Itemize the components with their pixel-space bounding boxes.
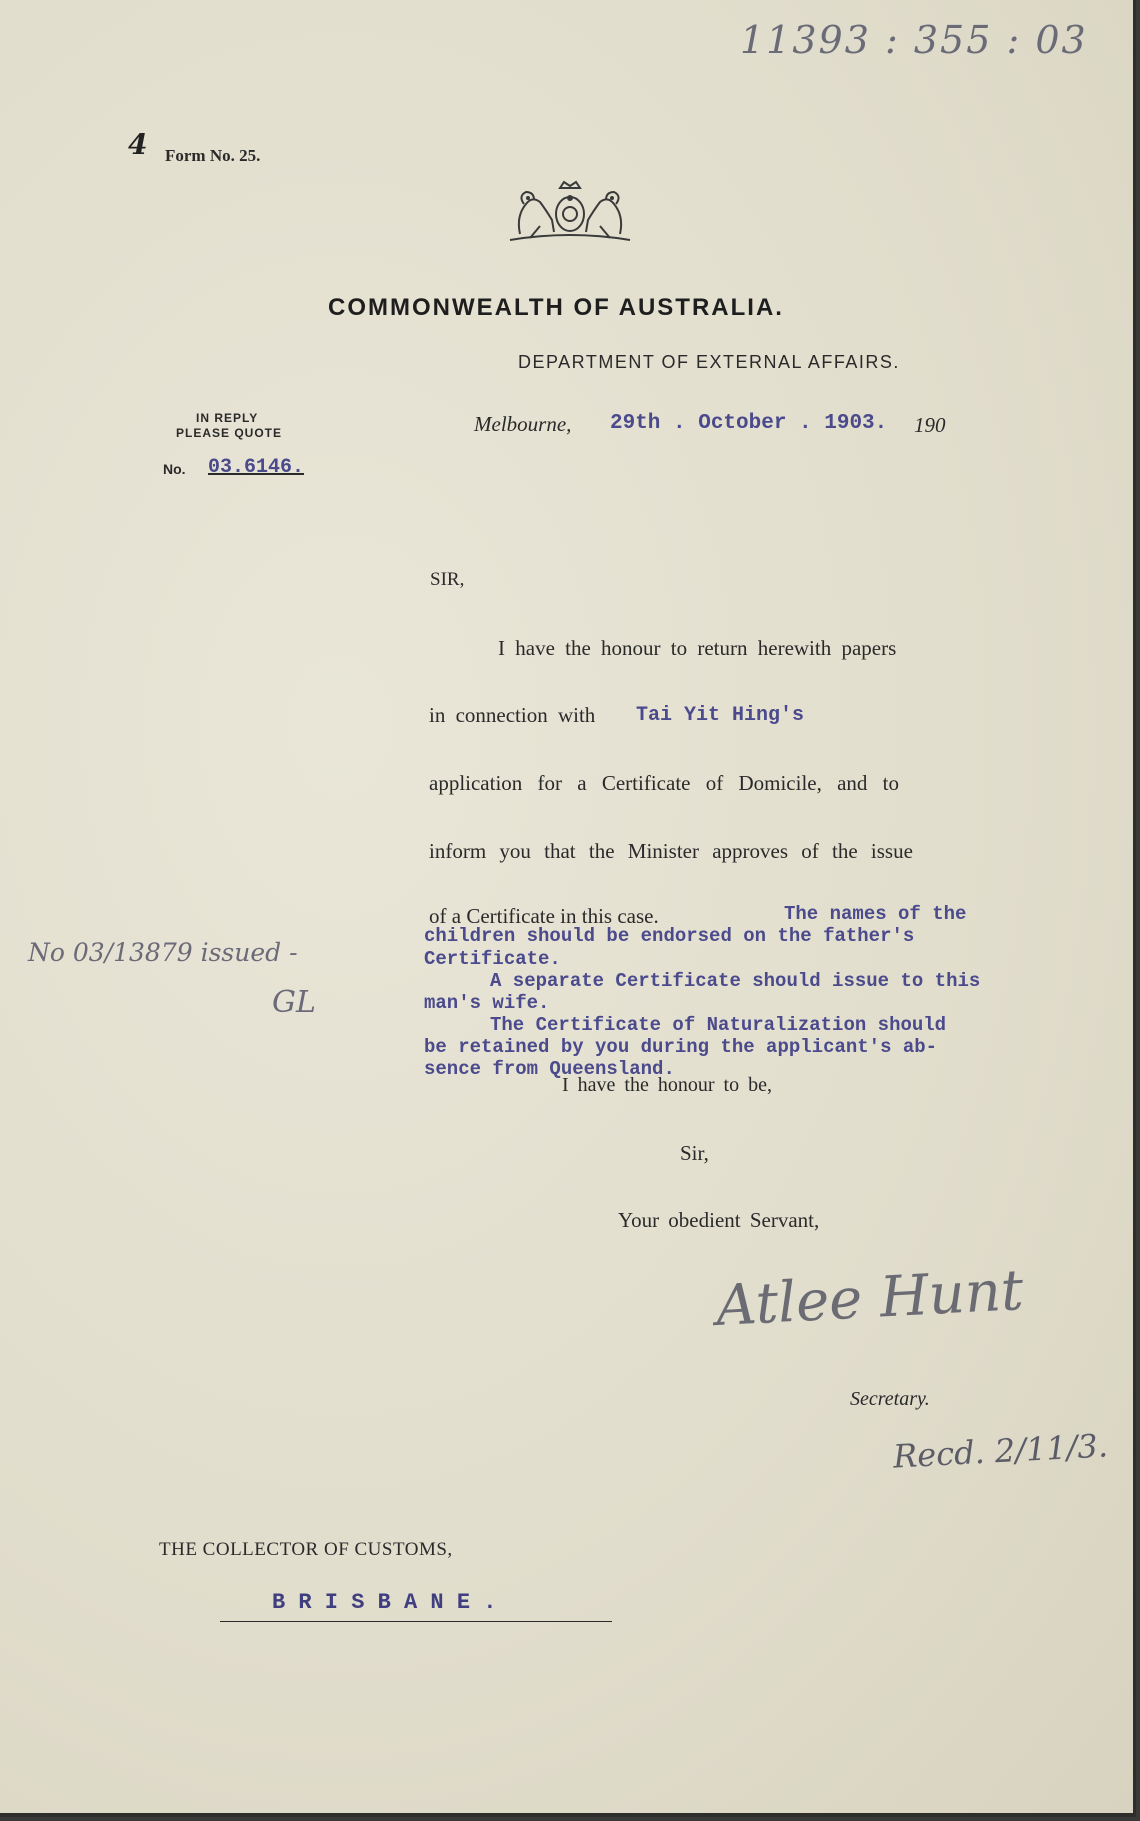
typed-line-3: Certificate. bbox=[424, 948, 561, 970]
form-mark: 4 bbox=[128, 128, 148, 161]
addressee-city: B R I S B A N E . bbox=[272, 1590, 497, 1615]
typed-line-5: man's wife. bbox=[424, 992, 550, 1014]
typed-line-8: sence from Queensland. bbox=[424, 1058, 675, 1080]
reply-label-line2: PLEASE QUOTE bbox=[176, 426, 283, 440]
sir-closing: Sir, bbox=[680, 1141, 709, 1165]
form-number: Form No. 25. bbox=[165, 146, 261, 165]
body-line-4: inform you that the Minister approves of the issue bbox=[429, 839, 913, 863]
obedient-servant: Your obedient Servant, bbox=[618, 1208, 820, 1232]
coat-of-arms-emblem bbox=[500, 174, 640, 244]
date-printed-year: 190 bbox=[914, 413, 946, 437]
secretary-title: Secretary. bbox=[850, 1388, 930, 1410]
reply-label-line1: IN REPLY bbox=[196, 411, 259, 425]
closing-line: I have the honour to be, bbox=[562, 1074, 772, 1096]
reply-no-label: No. bbox=[163, 461, 186, 477]
margin-note: No 03/13879 issued - bbox=[28, 938, 298, 967]
handwritten-reference: 11393 : 355 : 03 bbox=[740, 18, 1088, 62]
applicant-name: Tai Yit Hing's bbox=[636, 704, 805, 727]
typed-line-4: A separate Certificate should issue to this bbox=[490, 970, 981, 992]
body-line-2-prefix: in connection with bbox=[429, 703, 596, 727]
body-line-5: of a Certificate in this case. bbox=[429, 904, 659, 928]
body-line-3: application for a Certificate of Domicile, and to bbox=[429, 771, 900, 795]
signature: Atlee Hunt bbox=[714, 1257, 1025, 1340]
commonwealth-heading: COMMONWEALTH OF AUSTRALIA. bbox=[328, 294, 784, 321]
reply-number: 03.6146. bbox=[208, 456, 305, 479]
addressee-underline bbox=[220, 1621, 612, 1622]
typed-line-1: The names of the bbox=[784, 903, 967, 925]
typed-line-6: The Certificate of Naturalization should bbox=[490, 1014, 947, 1036]
salutation: SIR, bbox=[430, 569, 465, 590]
received-note: Recd. 2/11/3. bbox=[892, 1426, 1109, 1476]
body-line-1: I have the honour to return herewith papers bbox=[498, 636, 897, 660]
typed-line-7: be retained by you during the applicant's ab- bbox=[424, 1036, 938, 1058]
addressee: THE COLLECTOR OF CUSTOMS, bbox=[159, 1539, 453, 1560]
department-heading: DEPARTMENT OF EXTERNAL AFFAIRS. bbox=[518, 352, 900, 372]
typed-line-2: children should be endorsed on the father's bbox=[424, 925, 915, 947]
date-place: Melbourne, bbox=[474, 412, 572, 436]
date-typed: 29th . October . 1903. bbox=[610, 412, 888, 435]
margin-initials: GL bbox=[272, 985, 316, 1020]
